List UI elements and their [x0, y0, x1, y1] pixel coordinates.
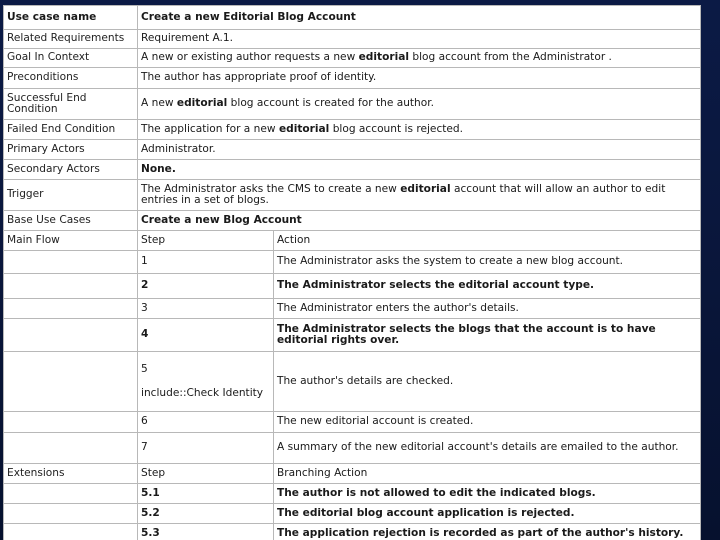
- goal-text-post: blog account from the Administrator .: [409, 51, 612, 64]
- use-case-name-value: Create a new Editorial Blog Account: [138, 6, 701, 30]
- base-use-cases-value: Create a new Blog Account: [138, 211, 701, 231]
- related-requirements-label: Related Requirements: [4, 30, 138, 49]
- row-trigger: [4, 180, 701, 211]
- table-row: [4, 251, 701, 274]
- table-row: [4, 412, 701, 433]
- row-base-use-cases: [4, 211, 701, 231]
- use-case-name-label: Use case name: [4, 6, 138, 30]
- goal-text-pre: A new or existing author requests a new: [141, 51, 359, 64]
- secondary-actors-label: Secondary Actors: [4, 160, 138, 180]
- failed-text-pre: The application for a new: [141, 122, 279, 135]
- table-row: [4, 484, 701, 504]
- secondary-actors-value: None.: [138, 160, 701, 180]
- step-number: 2: [138, 274, 274, 299]
- step-action: The Administrator asks the system to create a new blog account.: [274, 251, 701, 274]
- row-successful-end-condition: [4, 89, 701, 120]
- row-goal-in-context: [4, 49, 701, 68]
- trigger-label: Trigger: [4, 180, 138, 211]
- trigger-text-pre: The Administrator asks the CMS to create a new: [141, 182, 401, 195]
- table-row: [4, 524, 701, 540]
- table-row: [4, 504, 701, 524]
- main-flow-step-header: Step: [138, 231, 274, 251]
- step-number-with-include: [138, 352, 274, 412]
- trigger-value: [138, 180, 701, 211]
- row-preconditions: [4, 68, 701, 89]
- table-row: [4, 433, 701, 464]
- use-case-table: [3, 5, 701, 540]
- successful-text-emphasis: editorial: [176, 97, 228, 110]
- related-requirements-value: Requirement A.1.: [138, 30, 701, 49]
- failed-text-emphasis: editorial: [278, 122, 330, 135]
- step-action: The Administrator enters the author's details.: [274, 299, 701, 319]
- extension-step: 5.3: [138, 524, 274, 540]
- main-flow-label: Main Flow: [4, 231, 138, 251]
- preconditions-label: Preconditions: [4, 68, 138, 89]
- step-action: The author's details are checked.: [274, 352, 701, 412]
- failed-end-label: Failed End Condition: [4, 120, 138, 140]
- step-number: 5: [141, 363, 148, 376]
- base-use-cases-label: Base Use Cases: [4, 211, 138, 231]
- failed-end-value: [138, 120, 701, 140]
- trigger-text-post: account that will allow an author to edit entries in a set of blogs.: [141, 182, 666, 206]
- row-use-case-name: [4, 6, 701, 30]
- include-reference: include::Check Identity: [141, 386, 264, 399]
- preconditions-value: The author has appropriate proof of identity.: [138, 68, 701, 89]
- table-row: [4, 319, 701, 352]
- table-row: [4, 274, 701, 299]
- step-number: 3: [138, 299, 274, 319]
- table-row: [4, 352, 701, 412]
- main-flow-action-header: Action: [274, 231, 701, 251]
- step-action: A summary of the new editorial account's details are emailed to the author.: [274, 433, 701, 464]
- extension-step: 5.1: [138, 484, 274, 504]
- step-number: 6: [138, 412, 274, 433]
- extension-step: 5.2: [138, 504, 274, 524]
- successful-end-value: [138, 89, 701, 120]
- row-related-requirements: [4, 30, 701, 49]
- extension-action: The application rejection is recorded as part of the author's history.: [274, 524, 701, 540]
- primary-actors-value: Administrator.: [138, 140, 701, 160]
- step-action: The new editorial account is created.: [274, 412, 701, 433]
- goal-in-context-value: [138, 49, 701, 68]
- table-row: [4, 299, 701, 319]
- extension-action: The editorial blog account application is rejected.: [274, 504, 701, 524]
- step-number: 4: [138, 319, 274, 352]
- step-number: 7: [138, 433, 274, 464]
- step-number: 1: [138, 251, 274, 274]
- row-failed-end-condition: [4, 120, 701, 140]
- row-secondary-actors: [4, 160, 701, 180]
- goal-in-context-label: Goal In Context: [4, 49, 138, 68]
- extensions-label: Extensions: [4, 464, 138, 484]
- primary-actors-label: Primary Actors: [4, 140, 138, 160]
- extensions-step-header: Step: [138, 464, 274, 484]
- use-case-document: [3, 5, 700, 540]
- successful-text-post: blog account is created for the author.: [227, 97, 435, 110]
- successful-end-label: Successful End Condition: [4, 89, 138, 120]
- step-action: The Administrator selects the blogs that the account is to have editorial rights over.: [274, 319, 701, 352]
- extension-action: The author is not allowed to edit the indicated blogs.: [274, 484, 701, 504]
- row-primary-actors: [4, 140, 701, 160]
- trigger-text-emphasis: editorial: [400, 182, 451, 195]
- step-action: The Administrator selects the editorial account type.: [274, 274, 701, 299]
- extensions-action-header: Branching Action: [274, 464, 701, 484]
- row-main-flow-header: [4, 231, 701, 251]
- failed-text-post: blog account is rejected.: [329, 122, 464, 135]
- successful-text-pre: A new: [141, 97, 177, 110]
- goal-text-emphasis: editorial: [358, 51, 409, 64]
- row-extensions-header: [4, 464, 701, 484]
